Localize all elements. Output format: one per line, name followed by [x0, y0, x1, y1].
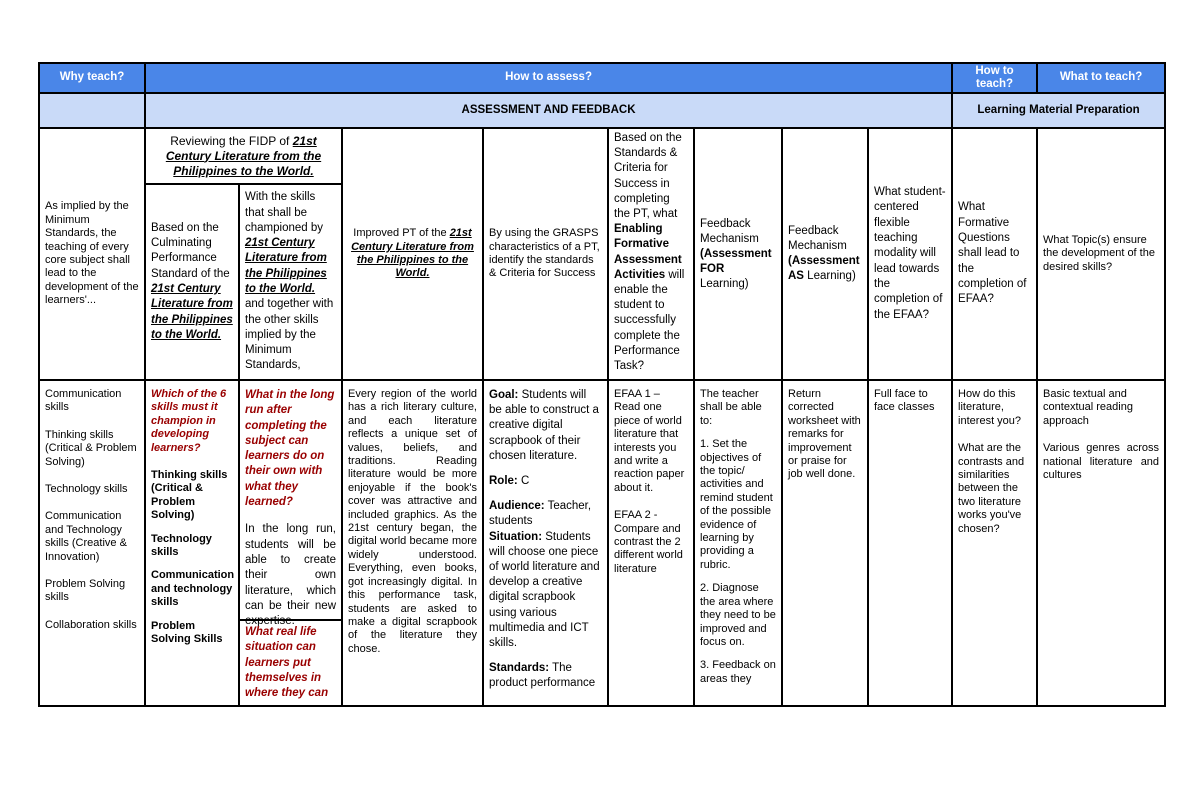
- subheader-assessment-feedback: ASSESSMENT AND FEEDBACK: [145, 93, 952, 128]
- real-life-question: What real life situation can learners put themselves in where they can: [245, 626, 329, 700]
- feedback-step: 1. Set the objectives of the topic/ activities and remind student of the possible evidence of learning by providing a rubric.: [700, 438, 773, 571]
- ufdp-table: [38, 62, 1166, 707]
- skill-item: Technology skills: [45, 483, 128, 496]
- championed-item: Communication and technology skills: [151, 569, 235, 609]
- feedback-step: 3. Feedback on areas they: [700, 659, 776, 685]
- grasps-details: Goal: Students will be able to construct a creative digital scrapbook of their chosen literature. Role: C Audience: Teacher, students Situation: Students will choose one piece of world literature and develop a creative digital scrapbook using various multimedia and ICT skills. Standards: The product performance: [483, 380, 608, 706]
- skill-item: Communication and Technology skills (Creative & Innovation): [45, 510, 127, 563]
- modality-answer: Full face to face classes: [868, 380, 952, 706]
- topics-answer: Basic textual and contextual reading approach Various genres across national literature and cultures: [1037, 380, 1165, 706]
- header-how-assess: How to assess?: [145, 63, 952, 93]
- feedback-for-steps: The teacher shall be able to: 1. Set the objectives of the topic/ activities and remind student of the possible evidence of learning by providing a rubric. 2. Diagnose the area where they need to be improved and focus on. 3. Feedback on areas they: [694, 380, 782, 706]
- formative-question: What Formative Questions shall lead to the completion of EFAA?: [952, 128, 1037, 380]
- feedback-step: 2. Diagnose the area where they need to be improved and focus on.: [700, 582, 776, 648]
- championed-item: Technology skills: [151, 532, 212, 559]
- which-six-question: Which of the 6 skills must it champion in developing learners?: [151, 388, 227, 454]
- skill-item: Problem Solving skills: [45, 578, 126, 604]
- long-run-question: What in the long run after completing the subject can learners do on their own with what they learned?: [245, 389, 335, 509]
- skill-item: Collaboration skills: [45, 618, 137, 631]
- efaa-list: [608, 380, 694, 706]
- championed-item: Problem Solving Skills: [151, 619, 223, 646]
- subheader-learning-material: Learning Material Preparation: [952, 93, 1165, 128]
- header-what-teach: What to teach?: [1037, 63, 1165, 93]
- long-run-cell: [239, 380, 342, 706]
- efaa-item: EFAA 1 – Read one piece of world literature that interests you and write a reaction paper about it.: [614, 388, 685, 494]
- feedback-as-question: Feedback Mechanism (Assessment AS Learning): [782, 128, 868, 380]
- improved-pt: Improved PT of the 21st Century Literature from the Philippines to the World.: [342, 128, 483, 380]
- topics-question: What Topic(s) ensure the development of the desired skills?: [1037, 128, 1165, 380]
- subheader-empty: [39, 93, 145, 128]
- feedback-as-answer: Return corrected worksheet with remarks for improvement or praise for job well done.: [782, 380, 868, 706]
- header-how-teach: How to teach?: [952, 63, 1037, 93]
- why-question: As implied by the Minimum Standards, the teaching of every core subject shall lead to the development of the learners'...: [39, 128, 145, 380]
- skills-list: [39, 380, 145, 706]
- header-row: [39, 63, 1165, 93]
- content-row: [39, 380, 1165, 706]
- formative-questions: How do this literature, interest you? What are the contrasts and similarities between the two literature works you've chosen?: [952, 380, 1037, 706]
- feedback-for-question: Feedback Mechanism (Assessment FOR Learning): [694, 128, 782, 380]
- skill-item: Thinking skills (Critical & Problem Solving): [45, 428, 137, 468]
- question-row-a: [39, 128, 1165, 184]
- championed-skills: [145, 380, 239, 706]
- pt-description: Every region of the world has a rich literary culture, and each literature reflects a unique set of values, beliefs, and traditions. Reading literature would be more enjoyable if the book's cover was attractive and included graphics. As the 21st century began, the digital world became more widely understood. Everything, even books, got increasingly digital. In this performance task, students are asked to make a digital scrapbook of the literature they chose.: [342, 380, 483, 706]
- subheader-row: [39, 93, 1165, 128]
- header-why-teach: Why teach?: [39, 63, 145, 93]
- efaa-question: Based on the Standards & Criteria for Success in completing the PT, what Enabling Formative Assessment Activities will enable the student to successfully complete the Performance Task?: [608, 128, 694, 380]
- championed-item: Thinking skills (Critical & Problem Solving): [151, 469, 228, 522]
- grasps-question: By using the GRASPS characteristics of a PT, identify the standards & Criteria for Success: [483, 128, 608, 380]
- fidp-review: Reviewing the FIDP of 21st Century Literature from the Philippines to the World.: [145, 128, 342, 184]
- efaa-item: EFAA 2 - Compare and contrast the 2 different world literature: [614, 509, 683, 575]
- modality-question: What student-centered flexible teaching modality will lead towards the completion of the EFAA?: [868, 128, 952, 380]
- skill-item: Communication skills: [45, 388, 122, 414]
- cps-question: Based on the Culminating Performance Standard of the 21st Century Literature from the Philippines to the World.: [145, 184, 239, 380]
- skills-question: With the skills that shall be championed by 21st Century Literature from the Philippines to the World. and together with the other skills implied by the Minimum Standards,: [239, 184, 342, 380]
- long-run-answer: In the long run, students will be able to create their own literature, which can be their new expertise.: [245, 523, 336, 628]
